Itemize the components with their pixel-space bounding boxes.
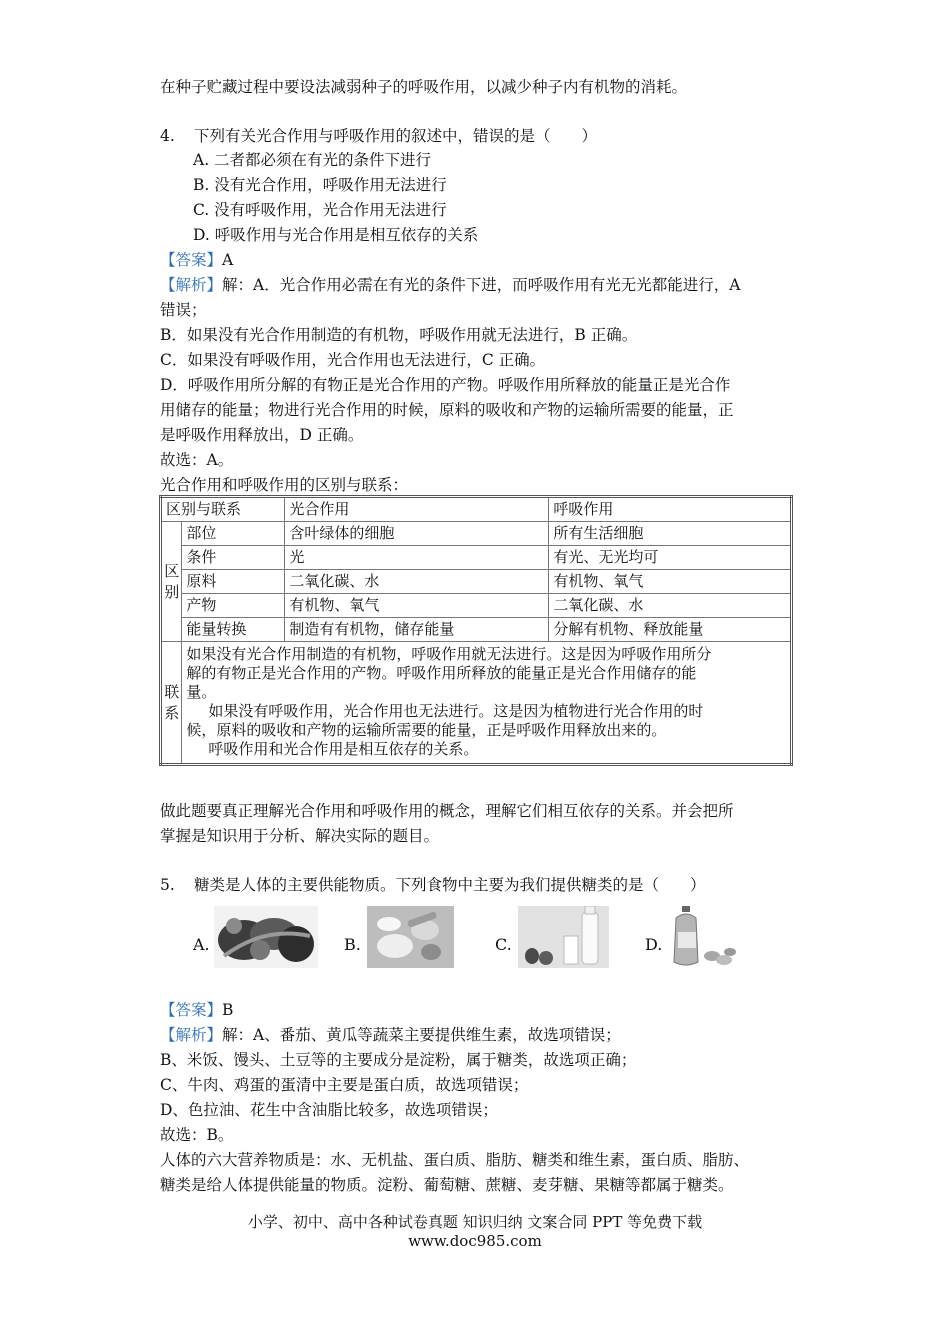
comparison-table: [159, 495, 793, 766]
q5-option-a-label: A.: [193, 935, 210, 954]
table-cell: 二氧化碳、水: [285, 570, 549, 594]
link-line: 如果没有呼吸作用，光合作用也无法进行。这是因为植物进行光合作用的时: [208, 702, 704, 720]
q4-analysis-line-9: 光合作用和呼吸作用的区别与联系：: [160, 476, 409, 494]
q5-option-d-label: D.: [645, 935, 663, 954]
table-row: [161, 546, 792, 570]
q4-analysis-line-8: 故选：A。: [160, 451, 234, 469]
table-cell: 含叶绿体的细胞: [285, 522, 549, 546]
q4-analysis-line-1: [160, 274, 740, 296]
table-cell: 制造有有机物，储存能量: [285, 618, 549, 642]
table-header-cell: 呼吸作用: [549, 497, 792, 522]
q4-analysis-text: 解：A．光合作用必需在有光的条件下进，而呼吸作用有光无光都能进行，A: [222, 276, 741, 294]
q5-option-c-label: C.: [495, 935, 512, 954]
q4-option-a: A. 二者都必须在有光的条件下进行: [193, 151, 432, 169]
diff-label: 区别: [161, 522, 182, 642]
table-link-row: [161, 642, 792, 765]
q4-analysis-line-7: 是呼吸作用释放出，D 正确。: [160, 426, 364, 444]
q4-analysis-line-3: B．如果没有光合作用制造的有机物，呼吸作用就无法进行，B 正确。: [160, 326, 638, 344]
q5-analysis-line-2: B、米饭、馒头、土豆等的主要成分是淀粉，属于糖类，故选项正确；: [160, 1051, 637, 1069]
table-cell: 条件: [182, 546, 285, 570]
q4-option-d: D. 呼吸作用与光合作用是相互依存的关系: [193, 226, 479, 244]
table-header-cell: 光合作用: [285, 497, 549, 522]
q4-summary-line-1: 做此题要真正理解光合作用和呼吸作用的概念，理解它们相互依存的关系。并会把所: [160, 802, 734, 820]
link-line: 如果没有光合作用制造的有机物，呼吸作用就无法进行。这是因为呼吸作用所分: [186, 645, 712, 663]
table-cell: 部位: [182, 522, 285, 546]
table-cell: 分解有机物、释放能量: [549, 618, 792, 642]
q5-analysis-line-4: D、色拉油、花生中含油脂比较多，故选项错误；: [160, 1101, 498, 1119]
table-cell: 有光、无光均可: [549, 546, 792, 570]
table-row: [161, 594, 792, 618]
milk-eggs-photo: [518, 906, 609, 968]
q5-analysis-line-7: 糖类是给人体提供能量的物质。淀粉、葡萄糖、蔗糖、麦芽糖、果糖等都属于糖类。: [160, 1176, 734, 1194]
table-cell: 光: [285, 546, 549, 570]
q5-analysis-line-6: 人体的六大营养物质是：水、无机盐、蛋白质、脂肪、糖类和维生素，蛋白质、脂肪、: [160, 1151, 750, 1169]
table-cell: 产物: [182, 594, 285, 618]
link-line: 呼吸作用和光合作用是相互依存的关系。: [208, 740, 479, 758]
q4-answer: [160, 249, 233, 271]
staple-foods-photo: [367, 906, 454, 968]
table-cell: 原料: [182, 570, 285, 594]
link-line: 量。: [186, 683, 217, 701]
q5-analysis-line-3: C、牛肉、鸡蛋的蛋清中主要是蛋白质，故选项错误；: [160, 1076, 529, 1094]
q4-summary-line-2: 掌握是知识用于分析、解决实际的题目。: [160, 827, 440, 845]
q5-analysis-line-5: 故选：B。: [160, 1126, 234, 1144]
q5-analysis-tag: 【解析】: [160, 1026, 223, 1044]
oil-peanuts-photo: [668, 906, 740, 968]
q5-answer-value: B: [222, 1001, 234, 1019]
q4-analysis-line-4: C．如果没有呼吸作用，光合作用也无法进行，C 正确。: [160, 351, 546, 369]
table-cell: 能量转换: [182, 618, 285, 642]
link-line: 解的有物正是光合作用的产物。呼吸作用所释放的能量正是光合作用储存的能: [186, 664, 697, 682]
vegetables-photo: [214, 906, 318, 968]
q4-option-c: C. 没有呼吸作用，光合作用无法进行: [193, 201, 447, 219]
table-row: [161, 522, 792, 546]
table-cell: 所有生活细胞: [549, 522, 792, 546]
q4-option-b: B. 没有光合作用，呼吸作用无法进行: [193, 176, 447, 194]
q5-answer-tag: 【答案】: [160, 1001, 223, 1019]
q5-analysis-line-1: [160, 1024, 621, 1046]
q5-number: 5.: [160, 876, 175, 894]
q4-stem: [160, 125, 597, 147]
q4-analysis-line-2: 错误；: [160, 301, 207, 319]
q4-analysis-line-6: 用储存的能量；物进行光合作用的时候，原料的吸收和产物的运输所需要的能量，正: [160, 401, 734, 419]
link-cell: [182, 642, 792, 765]
q4-answer-tag: 【答案】: [160, 251, 223, 269]
q4-stem-text: 下列有关光合作用与呼吸作用的叙述中，错误的是（ ）: [194, 127, 598, 145]
table-cell: 有机物、氧气: [285, 594, 549, 618]
table-header-cell: 区别与联系: [161, 497, 285, 522]
q4-answer-value: A: [222, 251, 234, 269]
table-row: [161, 618, 792, 642]
q5-answer: [160, 999, 233, 1021]
link-line: 候，原料的吸收和产物的运输所需要的能量，正是呼吸作用释放出来的。: [186, 721, 667, 739]
intro-text: 在种子贮藏过程中要设法减弱种子的呼吸作用，以减少种子内有机物的消耗。: [160, 78, 688, 96]
q5-option-b-label: B.: [344, 935, 361, 954]
table-row: [161, 570, 792, 594]
q4-analysis-line-5: D．呼吸作用所分解的有物正是光合作用的产物。呼吸作用所释放的能量正是光合作: [160, 376, 731, 394]
q5-analysis-text: 解：A、番茄、黄瓜等蔬菜主要提供维生素，故选项错误；: [222, 1026, 621, 1044]
q5-stem-text: 糖类是人体的主要供能物质。下列食物中主要为我们提供糖类的是（ ）: [194, 876, 706, 894]
q4-number: 4.: [160, 127, 175, 145]
q5-stem: [160, 874, 706, 896]
q4-analysis-tag: 【解析】: [160, 276, 223, 294]
footer-link[interactable]: www.doc985.com: [408, 1232, 542, 1250]
table-cell: 有机物、氧气: [549, 570, 792, 594]
footer-line-1: 小学、初中、高中各种试卷真题 知识归纳 文案合同 PPT 等免费下载: [247, 1213, 703, 1231]
link-label: 联系: [161, 642, 182, 765]
table-header-row: [161, 497, 792, 522]
table-cell: 二氧化碳、水: [549, 594, 792, 618]
